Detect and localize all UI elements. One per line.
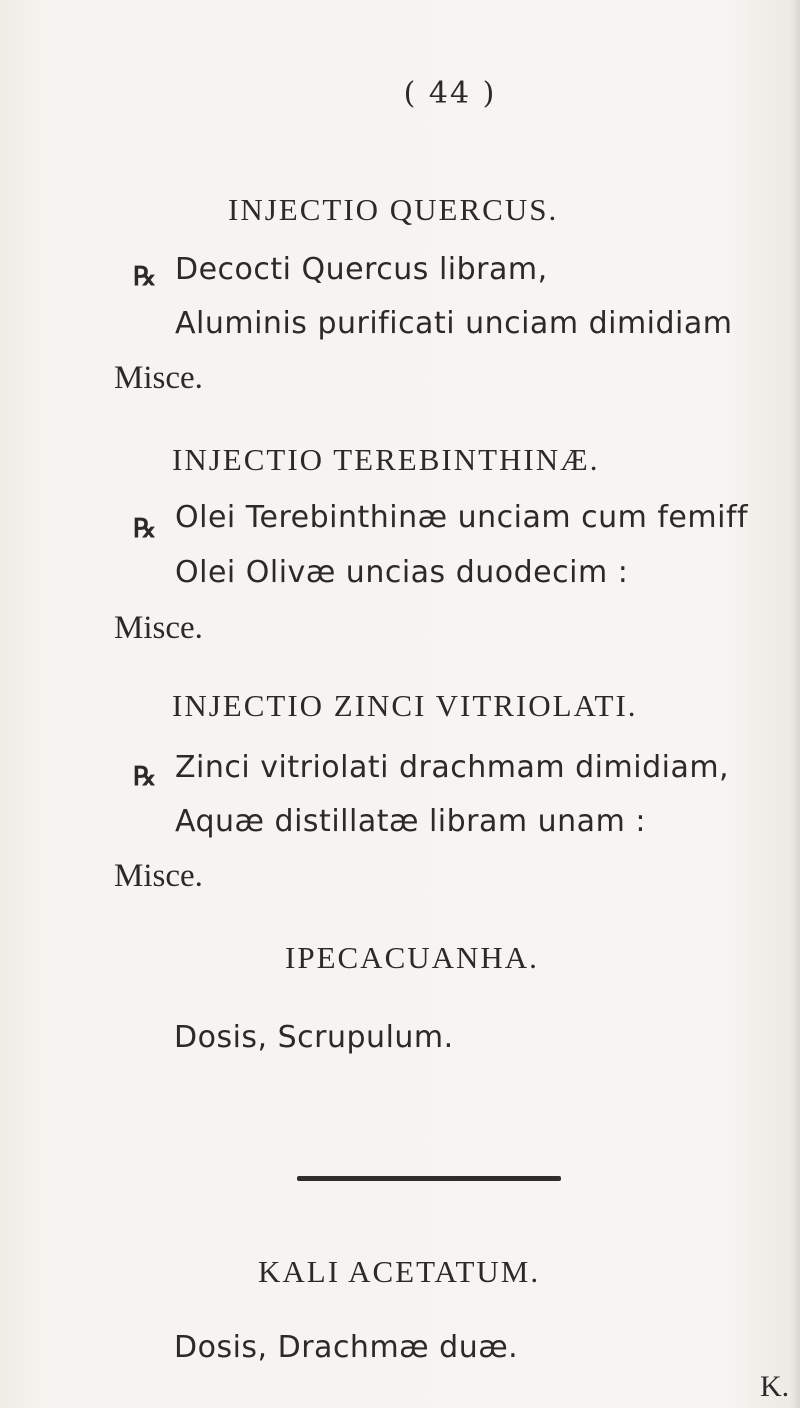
section-divider (297, 1176, 561, 1181)
section-heading-kali: KALI ACETATUM. (258, 1254, 541, 1289)
ingredient-line: Zinci vitriolati drachmam dimidiam, (175, 750, 730, 785)
recipe-symbol: ℞ (133, 262, 157, 291)
dosage-line: Dosis, Scrupulum. (174, 1020, 454, 1055)
section-heading-ipecacuanha: IPECACUANHA. (285, 940, 539, 975)
mixture-instruction: Misce. (114, 610, 203, 646)
ingredient-line: Aquæ distillatæ libram unam : (175, 804, 646, 839)
catchword: K. (760, 1370, 790, 1403)
mixture-instruction: Misce. (114, 858, 203, 894)
page-number: ( 44 ) (403, 76, 497, 111)
section-heading-zinci: INJECTIO ZINCI VITRIOLATI. (172, 688, 638, 723)
ingredient-line: Olei Olivæ uncias duodecim : (175, 555, 629, 590)
mixture-instruction: Misce. (114, 360, 203, 396)
ingredient-line: Decocti Quercus libram, (175, 252, 548, 287)
section-heading-quercus: INJECTIO QUERCUS. (228, 192, 559, 227)
page-edge-shadow (790, 0, 800, 1408)
ingredient-line: Aluminis purificati unciam dimidiam (175, 306, 733, 341)
recipe-symbol: ℞ (133, 762, 157, 791)
section-heading-terebinthinae: INJECTIO TEREBINTHINÆ. (172, 442, 600, 477)
recipe-symbol: ℞ (133, 514, 157, 543)
ingredient-line: Olei Terebinthinæ unciam cum femiff (175, 500, 749, 535)
dosage-line: Dosis, Drachmæ duæ. (174, 1330, 519, 1365)
